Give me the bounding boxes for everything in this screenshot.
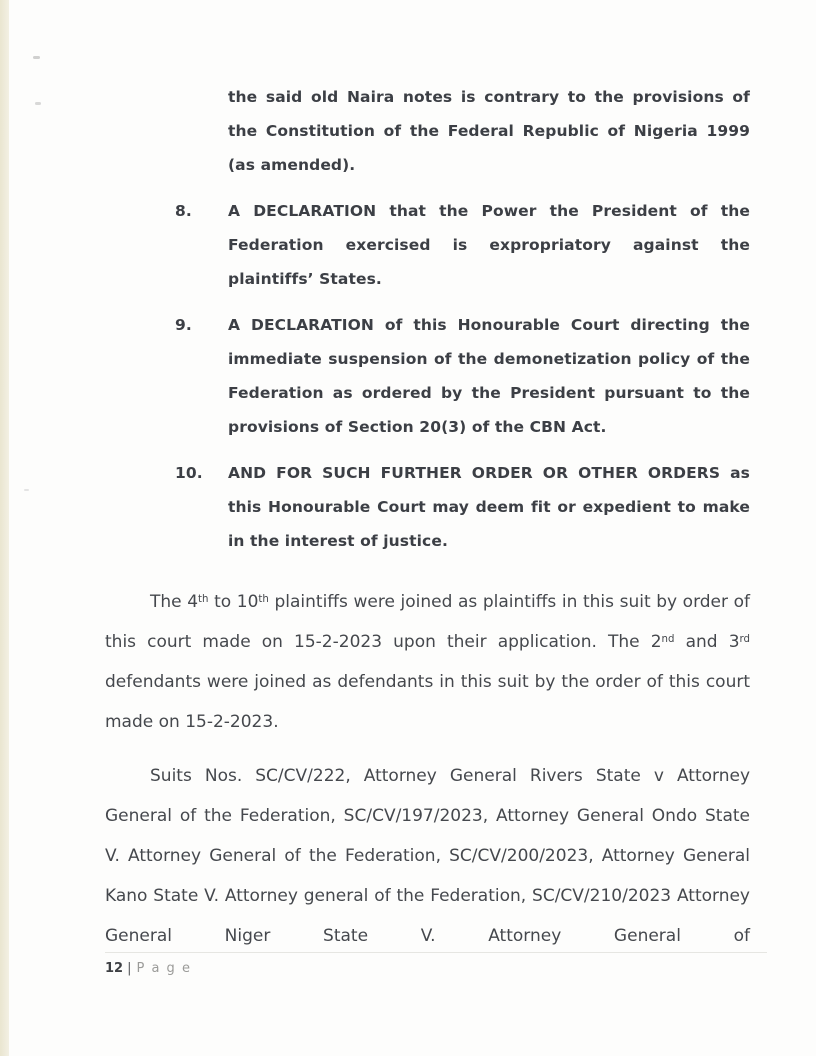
ordinal-superscript: rd [739,634,750,646]
item-number: 8. [175,202,192,220]
scan-speck [24,489,29,491]
item-number: 9. [175,316,192,334]
scan-speck [33,56,40,59]
footer-separator: | [127,961,132,976]
item-text: A DECLARATION that the Power the President of the Federation exercised is expropriatory against the plaintiffs’ States. [228,202,750,288]
joinder-text-segment: plaintiffs were joined as plaintiffs in this suit by order of this court made on 15-2-2023 upon their application. The 2 [105,592,751,652]
joinder-text-segment: defendants were joined as defendants in this suit by the order of this court made on 15-2-2023. [105,672,750,732]
item-continuation-text: the said old Naira notes is contrary to the provisions of the Constitution of the Federal Republic of Nigeria 1999 (as amended). [228,88,750,174]
page-content [105,80,750,956]
ordinal-superscript: th [198,594,209,606]
ordinal-superscript: th [258,594,269,606]
numbered-item-10 [175,456,750,558]
joinder-text-segment: The 4 [150,592,199,612]
paragraph-joinder [105,582,750,742]
item-number: 10. [175,464,203,482]
numbered-item-continuation [175,80,750,182]
scan-edge-strip [0,0,9,1056]
joinder-text-segment: to 10 [208,592,259,612]
item-number-blank [175,80,228,182]
page-footer [105,960,191,978]
numbered-item-9 [175,308,750,444]
item-text: A DECLARATION of this Honourable Court directing the immediate suspension of the demonetization policy of the Federation as ordered by the President pursuant to the provisions of Section 20(3) of the CBN Act. [228,316,750,436]
joinder-text-segment: and 3 [674,632,740,652]
ordinal-superscript: nd [661,634,675,646]
page-number: 12 [105,961,124,976]
scan-speck [35,102,41,105]
paragraph-suits: Suits Nos. SC/CV/222, Attorney General Rivers State v Attorney General of the Federation, SC/CV/197/2023, Attorney General Ondo State V. Attorney General of the Federation, SC/CV/200/2023, Attorney General Kano State V. Attorney general of the Federation, SC/CV/210/2023 Attorney General Niger State V. Attorney General of [105,766,750,946]
footer-page-word: P a g e [136,961,192,976]
item-text: AND FOR SUCH FURTHER ORDER OR OTHER ORDERS as this Honourable Court may deem fit or expedient to make in the interest of justice. [228,464,750,550]
numbered-item-8 [175,194,750,296]
footer-divider [105,952,767,953]
